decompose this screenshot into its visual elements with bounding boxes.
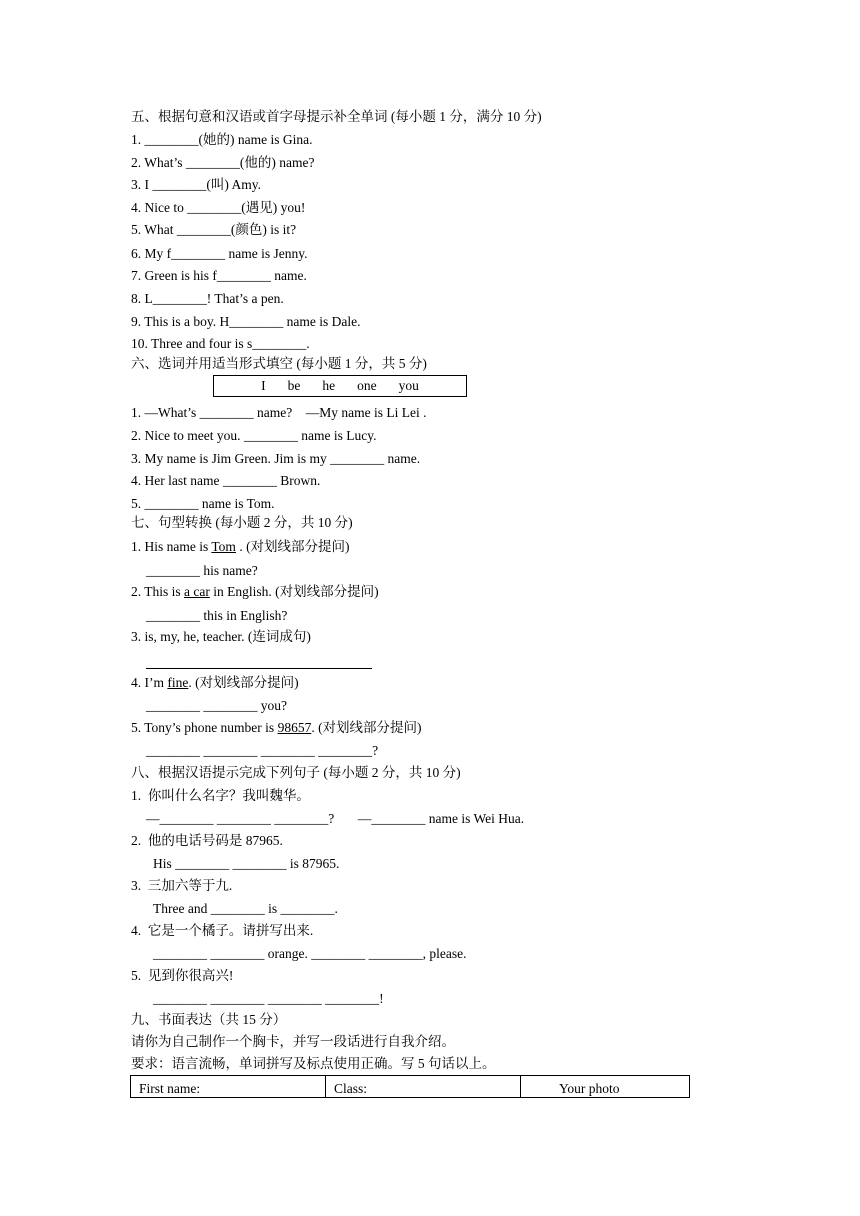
sec7-question-5 [131,719,422,737]
sec7-question-4 [131,674,299,692]
q1-text: 1. His name is [131,539,212,554]
section-5-title: 五、根据句意和汉语或首字母提示补全单词 (每小题 1 分，满分 10 分) [131,109,542,124]
badge-card-table [130,1075,690,1098]
first-name-cell: First name: [131,1076,326,1097]
sec5-item-1: 1. ________(她的) name is Gina. [131,132,313,147]
sec6-item-2: 2. Nice to meet you. ________ name is Lucy. [131,428,377,443]
sec7-answer-1: ________ his name? [146,563,258,578]
sec8-prompt-5: 5. 见到你很高兴! [131,968,234,983]
sec5-item-9: 9. This is a boy. H________ name is Dale. [131,314,361,329]
sec5-item-2: 2. What’s ________(他的) name? [131,155,315,170]
section-9-title: 九、书面表达（共 15 分） [131,1012,287,1027]
sec6-item-1: 1. —What’s ________ name? —My name is Li Lei . [131,405,427,420]
q2-instruction: in English. (对划线部分提问) [209,584,379,599]
sec5-item-6: 6. My f________ name is Jenny. [131,246,308,261]
q2-underlined: a car [184,584,210,599]
word-bank-word: be [287,378,301,393]
q4-underlined: fine [167,675,189,690]
sec8-answer-4: ________ ________ orange. ________ ________, please. [153,946,467,961]
q2-text: 2. This is [131,584,185,599]
photo-cell: Your photo [559,1081,620,1096]
sec8-prompt-1: 1. 你叫什么名字？我叫魏华。 [131,788,310,803]
sec8-answer-3: Three and ________ is ________. [153,901,338,916]
sec8-prompt-3: 3. 三加六等于九. [131,878,233,893]
word-bank-box [213,375,467,397]
sec7-question-1 [131,538,350,556]
q1-underlined: Tom [211,539,236,554]
section-8-title: 八、根据汉语提示完成下列句子 (每小题 2 分，共 10 分) [131,765,461,780]
word-bank-word: I [261,378,266,393]
sec5-item-4: 4. Nice to ________(遇见) you! [131,200,306,215]
sec5-item-3: 3. I ________(叫) Amy. [131,177,261,192]
sec9-instruction: 请你为自己制作一个胸卡，并写一段话进行自我介绍。 [131,1034,455,1049]
q4-text: 4. I’m [131,675,168,690]
sec7-answer-5: ________ ________ ________ ________? [146,743,379,758]
sec5-item-10: 10. Three and four is s________. [131,336,310,351]
sec5-item-8: 8. L________! That’s a pen. [131,291,284,306]
sec6-item-4: 4. Her last name ________ Brown. [131,473,321,488]
sec6-item-5: 5. ________ name is Tom. [131,496,275,511]
word-bank-word: he [322,378,336,393]
sec8-prompt-2: 2. 他的电话号码是 87965. [131,833,283,848]
answer-line [146,668,372,669]
class-cell: Class: [326,1076,521,1097]
q5-text: 5. Tony’s phone number is [131,720,278,735]
sec8-answer-2: His ________ ________ is 87965. [153,856,340,871]
sec8-answer-1: —________ ________ ________? —________ name is Wei Hua. [146,811,525,826]
q1-instruction: . (对划线部分提问) [235,539,350,554]
sec7-answer-2: ________ this in English? [146,608,288,623]
sec7-question-3: 3. is, my, he, teacher. (连词成句) [131,629,311,644]
section-7-title: 七、句型转换 (每小题 2 分，共 10 分) [131,515,353,530]
sec6-item-3: 3. My name is Jim Green. Jim is my ________ name. [131,451,421,466]
section-6-title: 六、选词并用适当形式填空 (每小题 1 分，共 5 分) [131,356,427,371]
sec5-item-7: 7. Green is his f________ name. [131,268,307,283]
word-bank-word: one [357,378,377,393]
q4-instruction: . (对划线部分提问) [188,675,299,690]
sec8-answer-5: ________ ________ ________ ________! [153,991,384,1006]
sec7-answer-4: ________ ________ you? [146,698,287,713]
sec9-requirements: 要求：语言流畅，单词拼写及标点使用正确。写 5 句话以上。 [131,1056,496,1071]
sec8-prompt-4: 4. 它是一个橘子。请拼写出来. [131,923,314,938]
word-bank-word: you [398,378,419,393]
q5-underlined: 98657 [277,720,312,735]
sec7-question-2 [131,583,379,601]
sec5-item-5: 5. What ________(颜色) is it? [131,222,297,237]
q5-instruction: . (对划线部分提问) [311,720,422,735]
